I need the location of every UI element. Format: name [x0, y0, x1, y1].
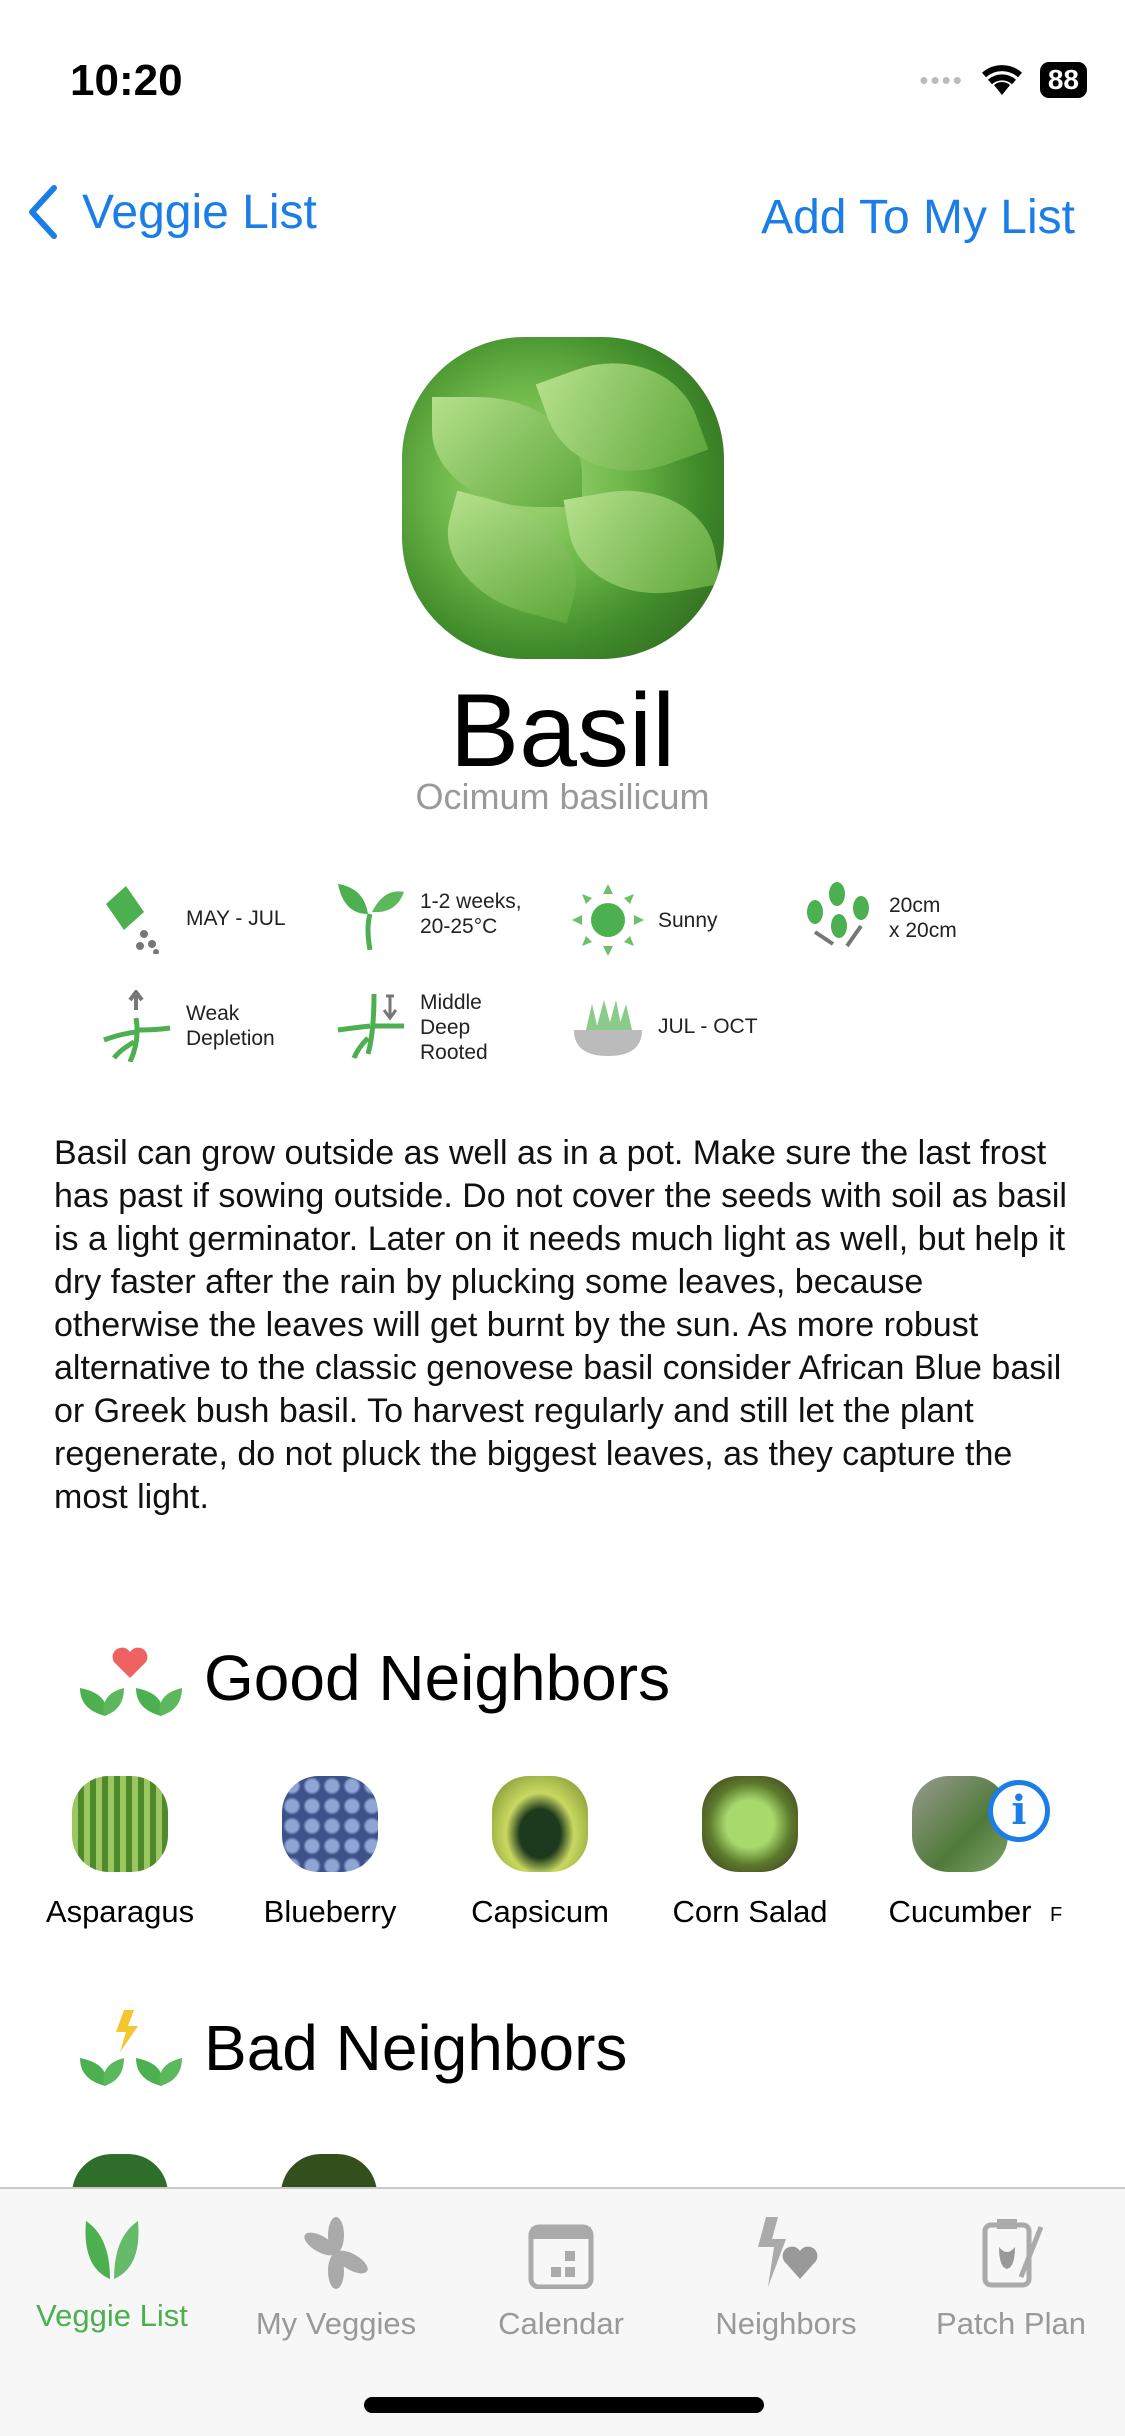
- info-sowing: MAY - JUL: [100, 882, 286, 954]
- germination-icon: [334, 878, 406, 950]
- plant-latin-name: Ocimum basilicum: [415, 776, 710, 817]
- calendar-icon: [525, 2217, 597, 2289]
- signal-icon: ••••: [919, 64, 964, 95]
- info-spacing: 20cm x 20cm: [803, 882, 957, 954]
- back-button[interactable]: [26, 184, 317, 240]
- blueberry-image: [282, 1776, 378, 1872]
- bad-neighbors-icon: [76, 2008, 186, 2088]
- wifi-icon: [980, 63, 1024, 97]
- bad-neighbors-header: [76, 2008, 627, 2088]
- tab-calendar[interactable]: Calendar: [451, 2217, 671, 2342]
- capsicum-image: [492, 1776, 588, 1872]
- corn-salad-image: [702, 1776, 798, 1872]
- veggie-leaf-icon: [80, 2217, 144, 2281]
- info-sun: Sunny: [572, 884, 718, 956]
- sun-icon: [572, 884, 644, 956]
- spacing-icon: [803, 882, 875, 954]
- back-label: Veggie List: [82, 185, 317, 239]
- neighbor-capsicum[interactable]: Capsicum: [440, 1776, 640, 1930]
- tab-my-veggies[interactable]: My Veggies: [226, 2217, 446, 2342]
- neighbor-truncated[interactable]: F: [1050, 1904, 1063, 1926]
- info-icon[interactable]: i: [988, 1780, 1050, 1842]
- info-germination: 1-2 weeks, 20-25°C: [334, 878, 522, 950]
- root-depth-icon: [334, 992, 406, 1064]
- good-neighbors-title: Good Neighbors: [204, 1642, 671, 1714]
- plant-name: Basil: [449, 673, 676, 789]
- tab-patch-plan[interactable]: Patch Plan: [901, 2217, 1121, 2342]
- neighbors-icon: [746, 2217, 826, 2289]
- chevron-left-icon: [26, 184, 60, 240]
- nutrient-icon: [100, 990, 172, 1062]
- info-harvest: JUL - OCT: [572, 990, 758, 1062]
- info-root-depth: Middle Deep Rooted: [334, 990, 488, 1065]
- info-nutrients: Weak Depletion: [100, 990, 275, 1062]
- neighbor-corn-salad[interactable]: Corn Salad: [650, 1776, 850, 1930]
- neighbor-blueberry[interactable]: Blueberry: [230, 1776, 430, 1930]
- home-indicator[interactable]: [364, 2397, 764, 2413]
- add-to-my-list-button[interactable]: Add To My List: [761, 191, 1075, 244]
- good-neighbors-icon: [76, 1638, 186, 1718]
- neighbor-asparagus[interactable]: Asparagus: [20, 1776, 220, 1930]
- sowing-icon: [100, 882, 172, 954]
- asparagus-image: [72, 1776, 168, 1872]
- good-neighbors-header: [76, 1638, 670, 1718]
- status-time: 10:20: [70, 56, 183, 105]
- status-icons: [919, 62, 1087, 98]
- neighbor-cucumber[interactable]: i Cucumber: [860, 1776, 1060, 1930]
- plant-image: [402, 337, 724, 659]
- plant-description: Basil can grow outside as well as in a pot. Make sure the last frost has past if sowing outside. Do not cover the seeds with soil as basil is a light germinator. Later on it needs much light as well, but help it dry faster after the rain by plucking some leaves, because otherwise the leaves will get burnt by the sun. As more robust alternative to the classic genovese basil consider African Blue basil or Greek bush basil. To harvest regularly and still let the plant regenerate, do not pluck the biggest leaves, as they capture the most light.: [54, 1134, 1067, 1516]
- good-neighbors-list: [20, 1776, 1062, 1930]
- battery-indicator: 88: [1040, 62, 1087, 98]
- bad-neighbors-title: Bad Neighbors: [204, 2012, 628, 2084]
- tab-veggie-list[interactable]: Veggie List: [2, 2217, 222, 2334]
- tab-neighbors[interactable]: Neighbors: [676, 2217, 896, 2342]
- harvest-icon: [572, 990, 644, 1062]
- flower-icon: [300, 2217, 372, 2289]
- clipboard-icon: [975, 2217, 1047, 2289]
